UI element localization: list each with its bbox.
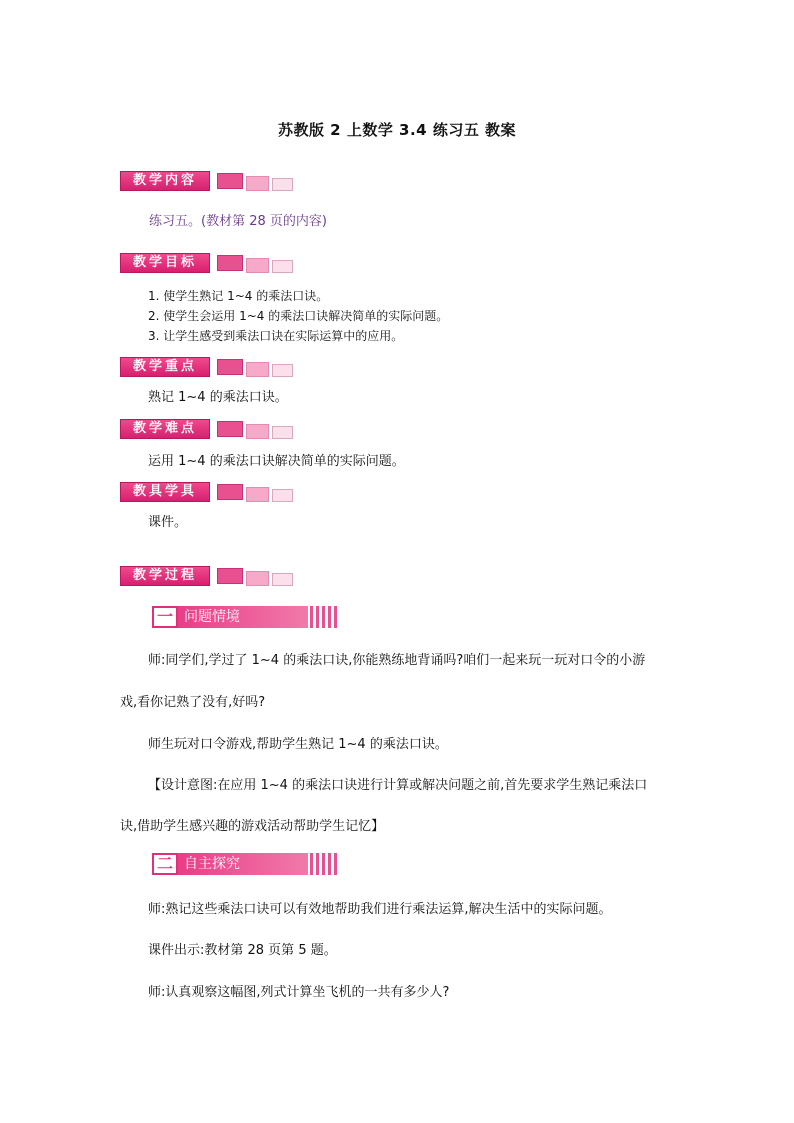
decor-square: [246, 176, 269, 191]
goal-item: 2. 使学生会运用 1~4 的乘法口诀解决简单的实际问题。: [148, 309, 449, 323]
decor-square: [217, 173, 243, 189]
content-text: 练习五。(教材第 28 页的内容): [149, 214, 327, 229]
section-tag: 教学重点: [120, 357, 210, 377]
stripe-decoration: [310, 853, 338, 875]
step-label: 问题情境: [184, 609, 240, 625]
difficulty-text: 运用 1~4 的乘法口诀解决简单的实际问题。: [148, 454, 405, 469]
section-tag: 教学内容: [120, 171, 210, 191]
step-banner-2: [152, 853, 338, 875]
paragraph-line: 师:熟记这些乘法口诀可以有效地帮助我们进行乘法运算,解决生活中的实际问题。: [148, 902, 612, 917]
decor-square: [246, 571, 269, 586]
decor-square: [217, 568, 243, 584]
paragraph-line: 戏,看你记熟了没有,好吗?: [120, 695, 266, 710]
step-banner-1: [152, 606, 338, 628]
paragraph-line: 诀,借助学生感兴趣的游戏活动帮助学生记忆】: [120, 819, 385, 834]
goal-item: 1. 使学生熟记 1~4 的乘法口诀。: [148, 289, 329, 303]
stripe-decoration: [310, 606, 338, 628]
paragraph-line: 课件出示:教材第 28 页第 5 题。: [148, 943, 337, 958]
section-tag: 教学过程: [120, 566, 210, 586]
decor-square: [272, 426, 293, 439]
section-tag: 教具学具: [120, 482, 210, 502]
paragraph-line: 师:认真观察这幅图,列式计算坐飞机的一共有多少人?: [148, 985, 450, 1000]
decor-square: [217, 359, 243, 375]
decor-square: [272, 364, 293, 377]
step-label: 自主探究: [184, 856, 240, 872]
decor-square: [246, 487, 269, 502]
step-number: 二: [152, 853, 178, 875]
document-title: 苏教版 2 上数学 3.4 练习五 教案: [277, 121, 517, 139]
decor-square: [217, 421, 243, 437]
key-text: 熟记 1~4 的乘法口诀。: [148, 390, 288, 405]
goal-item: 3. 让学生感受到乘法口诀在实际运算中的应用。: [148, 329, 404, 343]
paragraph-line: 师生玩对口令游戏,帮助学生熟记 1~4 的乘法口诀。: [148, 737, 448, 752]
decor-square: [217, 484, 243, 500]
section-tag: 教学难点: [120, 419, 210, 439]
decor-square: [272, 489, 293, 502]
paragraph-line: 【设计意图:在应用 1~4 的乘法口诀进行计算或解决问题之前,首先要求学生熟记乘法口: [148, 778, 648, 793]
decor-square: [272, 178, 293, 191]
decor-square: [246, 258, 269, 273]
section-tag: 教学目标: [120, 253, 210, 273]
decor-square: [217, 255, 243, 271]
decor-square: [272, 260, 293, 273]
tools-text: 课件。: [148, 515, 188, 530]
decor-square: [246, 424, 269, 439]
decor-square: [246, 362, 269, 377]
paragraph-line: 师:同学们,学过了 1~4 的乘法口诀,你能熟练地背诵吗?咱们一起来玩一玩对口令的小游: [148, 653, 646, 668]
step-number: 一: [152, 606, 178, 628]
decor-square: [272, 573, 293, 586]
